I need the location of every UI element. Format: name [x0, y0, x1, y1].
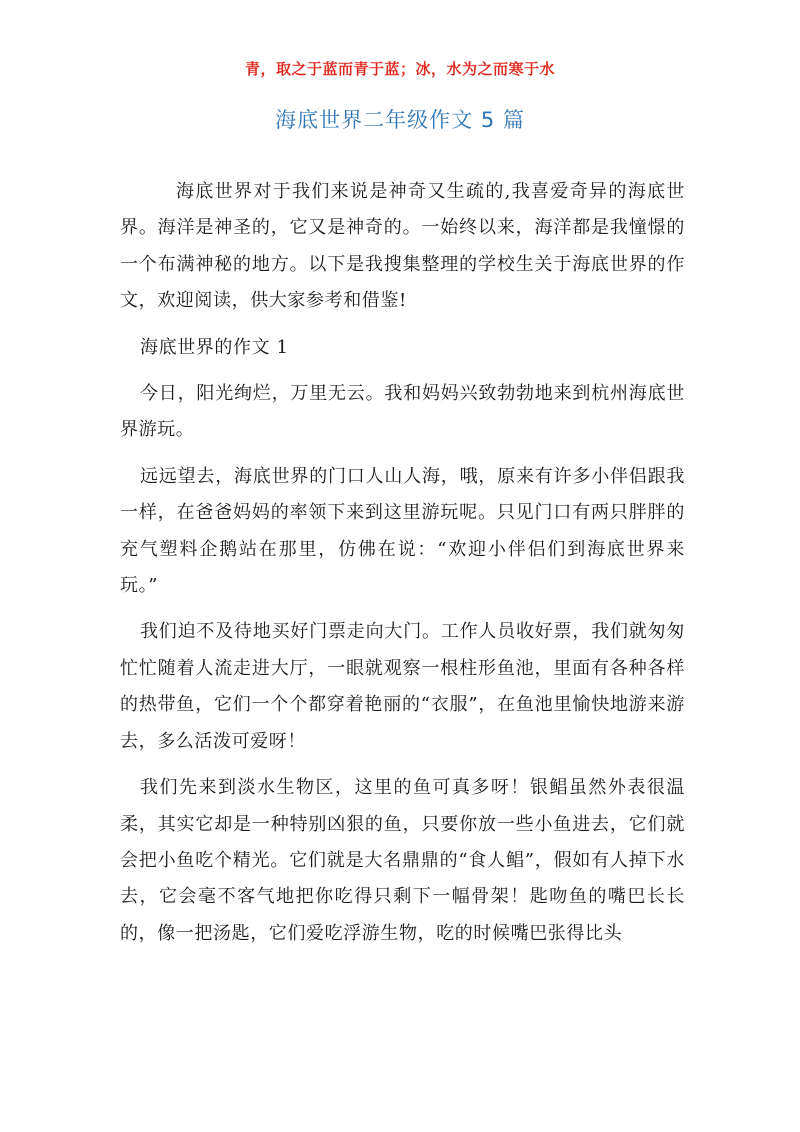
header-motto: 青，取之于蓝而青于蓝；冰，水为之而寒于水: [244, 60, 555, 78]
document-body: [120, 174, 685, 962]
body-paragraph: 我们先来到淡水生物区，这里的鱼可真多呀！银鲳虽然外表很温柔，其实它却是一种特别凶狠的鱼，只要你放一些小鱼进去，它们就会把小鱼吃个精光。它们就是大名鼎鼎的“食人鲳”，假如有人掉下水去，它会毫不客气地把你吃得只剩下一幅骨架！匙吻鱼的嘴巴长长的，像一把汤匙，它们爱吃浮游生物，吃的时候嘴巴张得比头: [120, 777, 685, 944]
essay-heading: 海底世界的作文 1: [140, 336, 289, 358]
intro-paragraph: 海底世界对于我们来说是神奇又生疏的,我喜爱奇异的海底世界。海洋是神圣的，它又是神奇的。一始终以来，海洋都是我憧憬的一个布满神秘的地方。以下是我搜集整理的学校生关于海底世界的作文，欢迎阅读，供大家参考和借鉴!: [120, 181, 685, 312]
body-paragraph: 今日，阳光绚烂，万里无云。我和妈妈兴致勃勃地来到杭州海底世界游玩。: [120, 383, 685, 441]
body-paragraph: 我们迫不及待地买好门票走向大门。工作人员收好票，我们就匆匆忙忙随着人流走进大厅，一眼就观察一根柱形鱼池，里面有各种各样的热带鱼，它们一个个都穿着艳丽的“衣服”，在鱼池里愉快地游来游去，多么活泼可爱呀！: [120, 621, 685, 752]
body-paragraph: 远远望去，海底世界的门口人山人海，哦，原来有许多小伴侣跟我一样，在爸爸妈妈的率领下来到这里游玩呢。只见门口有两只胖胖的充气塑料企鹅站在那里，仿佛在说：“欢迎小伴侣们到海底世界来玩。”: [120, 465, 685, 597]
page-title: 海底世界二年级作文 5 篇: [275, 108, 525, 132]
